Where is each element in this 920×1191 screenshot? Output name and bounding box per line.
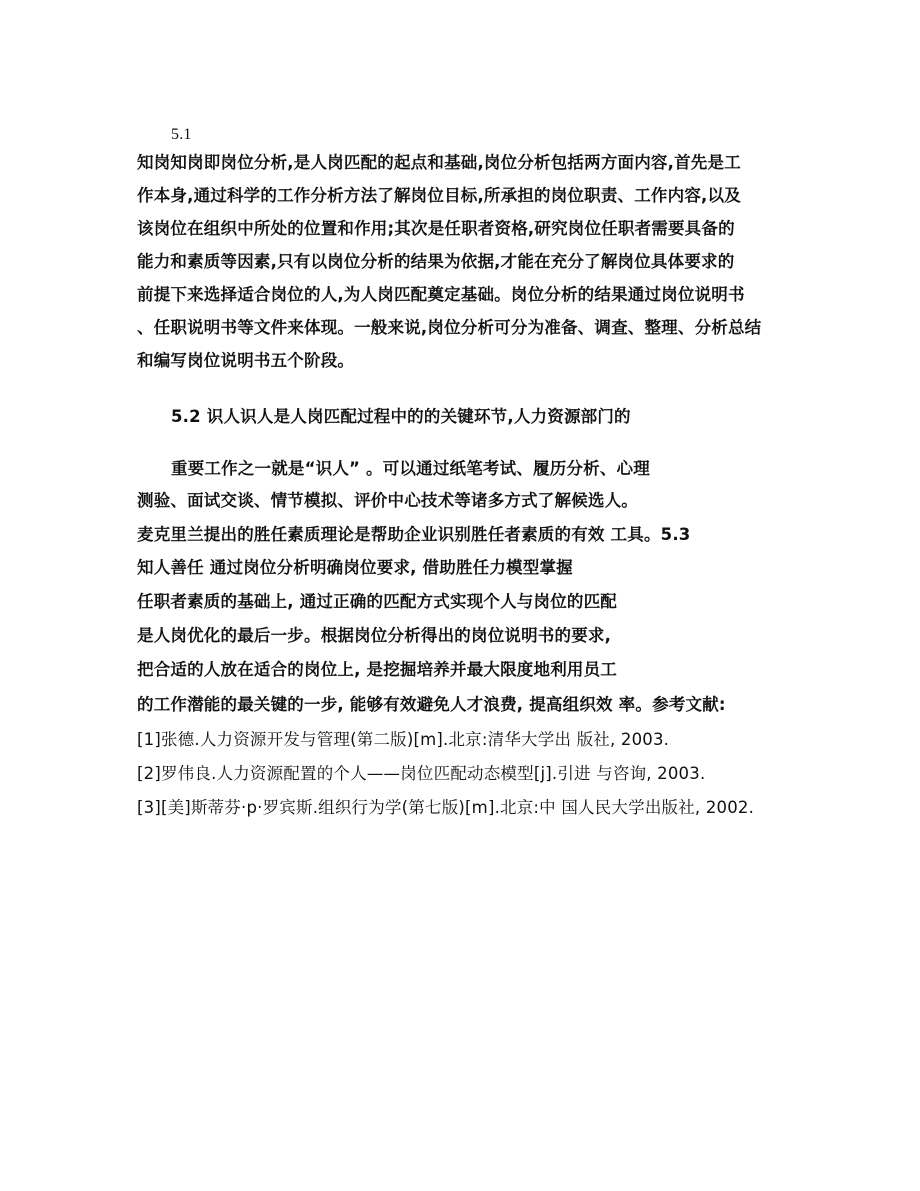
- paragraph-line: 的工作潜能的最关键的一步, 能够有效避免人才浪费, 提高组织效 率。参考文献:: [137, 695, 726, 714]
- paragraph-line: 作本身,通过科学的工作分析方法了解岗位目标,所承担的岗位职责、工作内容,以及: [137, 186, 741, 205]
- section-heading-5-2: 5.2 识人识人是人岗匹配过程中的的关键环节,人力资源部门的: [171, 407, 631, 426]
- reference-item: [2]罗伟良.人力资源配置的个人——岗位匹配动态模型[j].引进 与咨询, 2003.: [137, 764, 706, 783]
- paragraph-line: 该岗位在组织中所处的位置和作用;其次是任职者资格,研究岗位任职者需要具备的: [137, 219, 735, 238]
- reference-item: [1]张德.人力资源开发与管理(第二版)[m].北京:清华大学出 版社, 2003.: [137, 730, 670, 749]
- paragraph-line: 知岗知岗即岗位分析,是人岗匹配的起点和基础,岗位分析包括两方面内容,首先是工: [137, 153, 741, 172]
- paragraph-line: 任职者素质的基础上, 通过正确的匹配方式实现个人与岗位的匹配: [137, 592, 618, 611]
- paragraph-line: 前提下来选择适合岗位的人,为人岗匹配奠定基础。岗位分析的结果通过岗位说明书: [137, 285, 745, 304]
- paragraph-line: 重要工作之一就是“识人” 。可以通过纸笔考试、履历分析、心理: [171, 459, 650, 478]
- reference-item: [3][美]斯蒂芬·p·罗宾斯.组织行为学(第七版)[m].北京:中 国人民大学出版社, 2002.: [137, 798, 755, 817]
- section-number-5-1: 5.1: [171, 126, 192, 143]
- paragraph-line: 麦克里兰提出的胜任素质理论是帮助企业识别胜任者素质的有效 工具。5.3: [137, 525, 691, 544]
- paragraph-line: 和编写岗位说明书五个阶段。: [137, 351, 355, 370]
- paragraph-line: 能力和素质等因素,只有以岗位分析的结果为依据,才能在充分了解岗位具体要求的: [137, 252, 735, 271]
- paragraph-line: 、任职说明书等文件来体现。一般来说,岗位分析可分为准备、调查、整理、分析总结: [137, 318, 762, 337]
- paragraph-line: 测验、面试交谈、情节模拟、评价中心技术等诸多方式了解候选人。: [137, 491, 638, 510]
- paragraph-line: 知人善任 通过岗位分析明确岗位要求, 借助胜任力模型掌握: [137, 558, 573, 577]
- paragraph-line: 是人岗优化的最后一步。根据岗位分析得出的岗位说明书的要求,: [137, 626, 612, 645]
- paragraph-line: 把合适的人放在适合的岗位上, 是挖掘培养并最大限度地利用员工: [137, 660, 618, 679]
